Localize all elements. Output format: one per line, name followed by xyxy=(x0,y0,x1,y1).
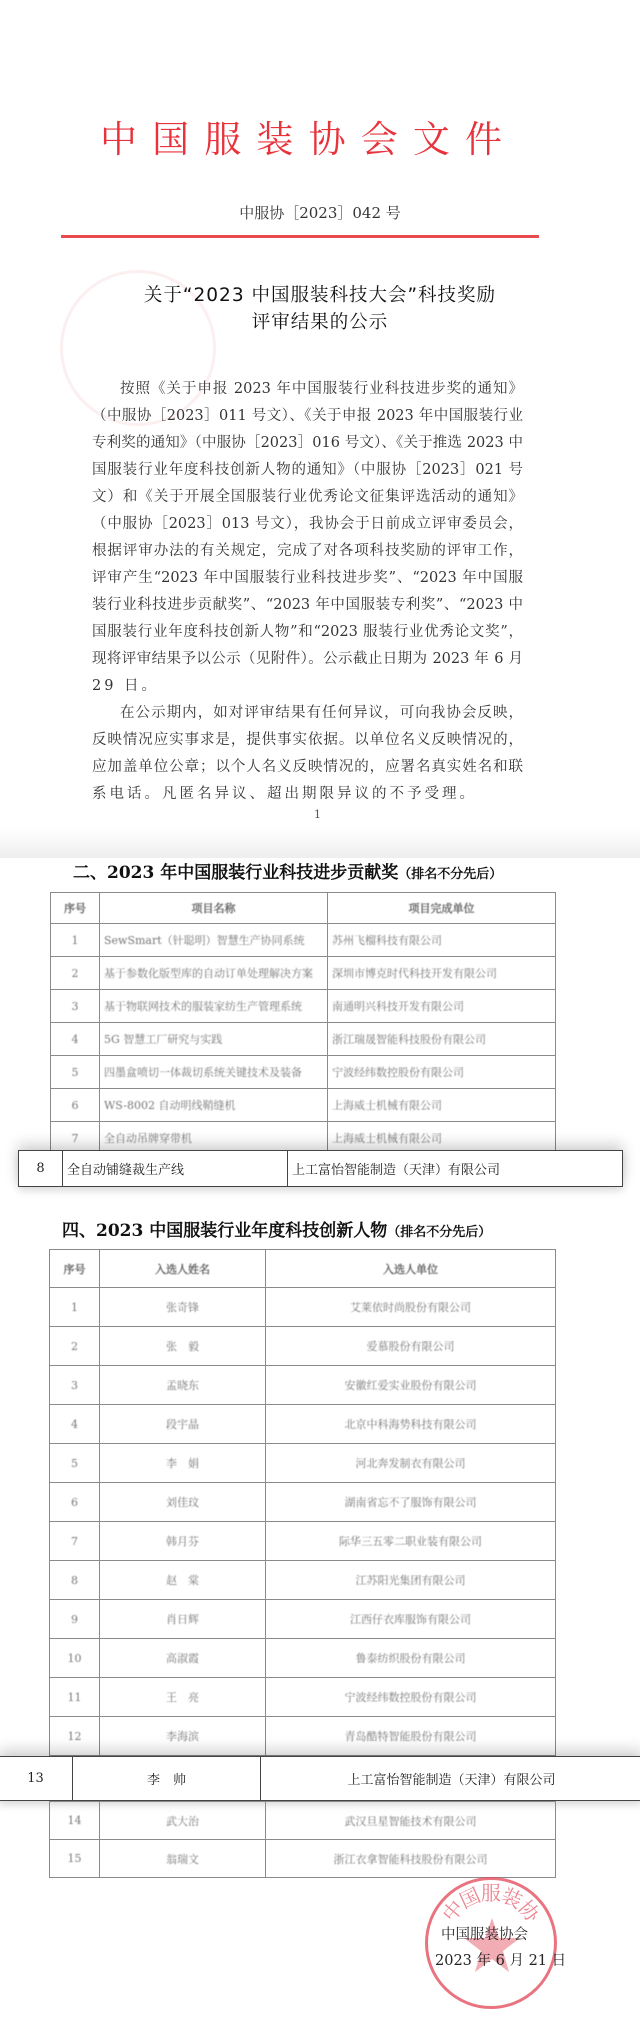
document-header-title xyxy=(100,118,502,162)
header-divider xyxy=(61,235,539,238)
table-cell: 爱慕股份有限公司 xyxy=(266,1327,556,1366)
notice-title-line2: 评审结果的公示 xyxy=(251,312,389,333)
header-title-char: 装 xyxy=(256,118,294,161)
notice-title-line1: 关于“2023 中国服装科技大会”科技奖励 xyxy=(143,285,497,306)
table-cell: 江苏阳光集团有限公司 xyxy=(266,1561,556,1600)
table-cell: 宁波经纬数控股份有限公司 xyxy=(328,1056,556,1089)
signature-org: 中国服装协会 xyxy=(441,1927,528,1943)
table-cell: 基于参数化版型库的自动订单处理解决方案 xyxy=(100,957,328,990)
table-row xyxy=(51,1089,556,1122)
section2-heading-text: 二、2023 年中国服装行业科技进步贡献奖 xyxy=(73,863,399,883)
seal-char: 服 xyxy=(481,1881,501,1905)
table-cell: 高淑霞 xyxy=(100,1639,266,1678)
table-cell: 4 xyxy=(51,1023,100,1056)
table-cell: 王 亮 xyxy=(100,1678,266,1717)
person-name: 李 帅 xyxy=(73,1757,261,1801)
table-cell: 全自动吊牌穿带机 xyxy=(100,1122,328,1155)
table-row xyxy=(50,1639,556,1678)
innovation-figures-table xyxy=(49,1249,556,1756)
table-cell: 深圳市博克时代科技开发有限公司 xyxy=(328,957,556,990)
body-line: 反映情况应实事求是，提供事实依据。以单位名义反映情况的， xyxy=(92,732,523,748)
page-number: 1 xyxy=(314,808,321,821)
section2-note: （排名不分先后） xyxy=(398,867,503,882)
table-cell: 北京中科海势科技有限公司 xyxy=(266,1405,556,1444)
body-line: 国服装行业年度科技创新人物”和“2023 服装行业优秀论文奖”， xyxy=(92,624,523,640)
table-row xyxy=(51,990,556,1023)
body-line: 国服装行业年度科技创新人物的通知》（中服协［2023］021 号 xyxy=(92,462,523,478)
table-cell: 2 xyxy=(51,957,100,990)
table-row xyxy=(50,1405,556,1444)
table-cell: 际华三五零二职业装有限公司 xyxy=(266,1522,556,1561)
header-title-char: 中 xyxy=(100,118,137,161)
table-row xyxy=(50,1561,556,1600)
highlighted-row-13 xyxy=(0,1756,640,1801)
table-row xyxy=(50,1327,556,1366)
table-cell: 2 xyxy=(50,1327,100,1366)
header-title-char: 协 xyxy=(308,118,346,161)
table-cell: 10 xyxy=(50,1639,100,1678)
column-header: 项目完成单位 xyxy=(328,893,556,924)
table-cell: 5 xyxy=(50,1444,100,1483)
project-name: 全自动铺缝裁生产线 xyxy=(63,1151,288,1187)
table-cell: 上海威士机械有限公司 xyxy=(328,1089,556,1122)
header-title-char: 服 xyxy=(204,118,242,161)
table-cell: 赵 棠 xyxy=(100,1561,266,1600)
table-cell: 肖日辉 xyxy=(100,1600,266,1639)
table-cell: 南通明兴科技开发有限公司 xyxy=(328,990,556,1023)
table-cell: 6 xyxy=(51,1089,100,1122)
body-line: 系电话。凡匿名异议、超出期限异议的不予受理。 xyxy=(92,786,477,802)
table-cell: 3 xyxy=(51,990,100,1023)
table-cell: 基于物联网技术的服装家纺生产管理系统 xyxy=(100,990,328,1023)
table-row xyxy=(50,1444,556,1483)
table-cell: 苏州飞榴科技有限公司 xyxy=(328,924,556,957)
body-line: 评审产生“2023 年中国服装行业科技进步奖”、“2023 年中国服 xyxy=(92,570,523,586)
table-header-row xyxy=(51,893,556,924)
header-title-char: 文 xyxy=(412,118,450,161)
table-row xyxy=(51,1023,556,1056)
table-cell: 12 xyxy=(50,1717,100,1756)
table-row xyxy=(50,1483,556,1522)
signature-date: 2023 年 6 月 21 日 xyxy=(435,1953,567,1969)
document-number: 中服协［2023］042 号 xyxy=(239,204,401,222)
table-cell: 张奇锋 xyxy=(100,1288,266,1327)
table-row xyxy=(51,957,556,990)
table-cell: 浙江衣拿智能科技股份有限公司 xyxy=(266,1840,556,1878)
section4-heading xyxy=(62,1216,491,1241)
table-header-row xyxy=(50,1250,556,1288)
table-row xyxy=(50,1600,556,1639)
column-header: 入选人单位 xyxy=(266,1250,556,1288)
table-cell: 翁瑞文 xyxy=(100,1840,266,1878)
body-line: 应加盖单位公章；以个人名义反映情况的，应署名真实姓名和联 xyxy=(92,759,523,775)
table-cell: 15 xyxy=(50,1840,100,1878)
highlighted-row-8 xyxy=(18,1150,623,1187)
table-cell: 5 xyxy=(51,1056,100,1089)
table-cell: 安徽红爱实业股份有限公司 xyxy=(266,1366,556,1405)
table-cell: 四墨盒喷切一体裁切系统关键技术及装备 xyxy=(100,1056,328,1089)
table-cell: 9 xyxy=(50,1600,100,1639)
seal-char: 装 xyxy=(497,1882,527,1913)
table-cell: 11 xyxy=(50,1678,100,1717)
column-header: 序号 xyxy=(50,1250,100,1288)
header-title-char: 件 xyxy=(464,118,502,161)
table-cell: 韩月芬 xyxy=(100,1522,266,1561)
table-cell: 鲁泰纺织股份有限公司 xyxy=(266,1639,556,1678)
table-row xyxy=(50,1366,556,1405)
table-cell: 李海滨 xyxy=(100,1717,266,1756)
table-cell: WS-8002 自动明线鞘缝机 xyxy=(100,1089,328,1122)
table-cell: 段宇晶 xyxy=(100,1405,266,1444)
table-cell: 宁波经纬数控股份有限公司 xyxy=(266,1678,556,1717)
table-row xyxy=(50,1802,556,1840)
table-cell: 武汉旦星智能技术有限公司 xyxy=(266,1802,556,1840)
seal-char: 中 xyxy=(437,1895,469,1927)
table-cell: 李 娟 xyxy=(100,1444,266,1483)
body-line: 根据评审办法的有关规定，完成了对各项科技奖励的评审工作， xyxy=(92,543,523,559)
table-cell: 孟晓东 xyxy=(100,1366,266,1405)
row-number: 8 xyxy=(19,1151,63,1187)
table-cell: 8 xyxy=(50,1561,100,1600)
table-row xyxy=(51,1056,556,1089)
table-cell: 上海威士机械有限公司 xyxy=(328,1122,556,1155)
body-line: 装行业科技进步贡献奖”、“2023 年中国服装专利奖”、“2023 中 xyxy=(92,597,523,613)
body-line: 按照《关于申报 2023 年中国服装行业科技进步奖的通知》 xyxy=(120,381,523,397)
seal-char: 国 xyxy=(455,1882,484,1913)
body-line: 文）和《关于开展全国服装行业优秀论文征集评选活动的通知》 xyxy=(92,489,523,505)
column-header: 序号 xyxy=(51,893,100,924)
table-row xyxy=(50,1522,556,1561)
table-cell: 青岛酷特智能股份有限公司 xyxy=(266,1717,556,1756)
section4-heading-text: 四、2023 中国服装行业年度科技创新人物 xyxy=(62,1221,388,1241)
body-line: 专利奖的通知》（中服协［2023］016 号文）、《关于推选 2023 中 xyxy=(92,435,523,451)
person-unit: 上工富怡智能制造（天津）有限公司 xyxy=(261,1757,640,1801)
table-cell: 江西仔衣库服饰有限公司 xyxy=(266,1600,556,1639)
table-cell: 3 xyxy=(50,1366,100,1405)
table-row xyxy=(50,1717,556,1756)
table-row xyxy=(50,1678,556,1717)
table-cell: 刘佳玟 xyxy=(100,1483,266,1522)
table-cell: 4 xyxy=(50,1405,100,1444)
header-title-char: 国 xyxy=(152,118,190,161)
body-line: （中服协［2023］011 号文）、《关于申报 2023 年中国服装行业 xyxy=(92,408,523,424)
column-header: 入选人姓名 xyxy=(100,1250,266,1288)
table-cell: 张 毅 xyxy=(100,1327,266,1366)
progress-contribution-award-table xyxy=(50,892,556,1155)
table-cell: 武大治 xyxy=(100,1802,266,1840)
table-cell: 湖南省忘不了服饰有限公司 xyxy=(266,1483,556,1522)
table-cell: 浙江瑞晟智能科技股份有限公司 xyxy=(328,1023,556,1056)
column-header: 项目名称 xyxy=(100,893,328,924)
seal-char: 协 xyxy=(513,1895,545,1927)
table-cell: 1 xyxy=(51,924,100,957)
table-cell: 5G 智慧工厂研究与实践 xyxy=(100,1023,328,1056)
project-unit: 上工富怡智能制造（天津）有限公司 xyxy=(288,1151,623,1187)
body-line: 29 日。 xyxy=(92,678,160,694)
body-line: 现将评审结果予以公示（见附件）。公示截止日期为 2023 年 6 月 xyxy=(92,651,523,667)
table-row xyxy=(50,1840,556,1878)
table-row xyxy=(50,1288,556,1327)
table-cell: 1 xyxy=(50,1288,100,1327)
body-line: 在公示期内，如对评审结果有任何异议，可向我协会反映， xyxy=(120,705,523,721)
section4-note: （排名不分先后） xyxy=(387,1225,492,1240)
section2-heading xyxy=(73,858,502,883)
table-row xyxy=(51,924,556,957)
table-cell: 7 xyxy=(51,1122,100,1155)
page-gap xyxy=(0,828,640,858)
table-cell: SewSmart（针聪明）智慧生产协同系统 xyxy=(100,924,328,957)
body-line: （中服协［2023］013 号文），我协会于日前成立评审委员会， xyxy=(92,516,523,532)
row-number: 13 xyxy=(0,1757,73,1801)
table-cell: 14 xyxy=(50,1802,100,1840)
header-title-char: 会 xyxy=(360,118,398,161)
table-cell: 7 xyxy=(50,1522,100,1561)
table-cell: 艾莱依时尚股份有限公司 xyxy=(266,1288,556,1327)
table-cell: 河北奔发制衣有限公司 xyxy=(266,1444,556,1483)
innovation-figures-table-continued xyxy=(49,1801,556,1878)
table-cell: 6 xyxy=(50,1483,100,1522)
